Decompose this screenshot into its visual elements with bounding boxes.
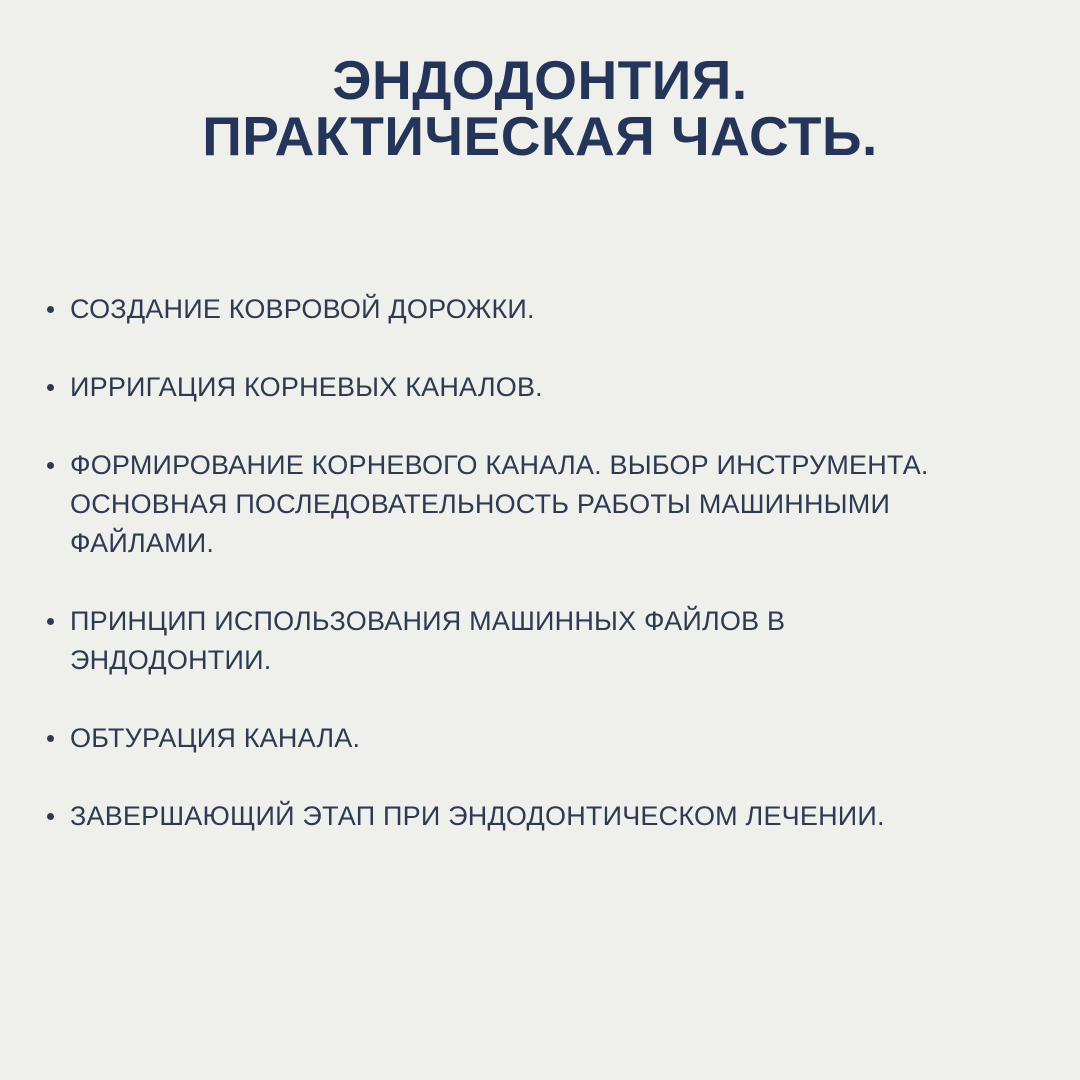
list-item [46, 368, 1046, 407]
list-item-line: СОЗДАНИЕ КОВРОВОЙ ДОРОЖКИ. [70, 294, 535, 324]
list-item-line: ЗАВЕРШАЮЩИЙ ЭТАП ПРИ ЭНДОДОНТИЧЕСКОМ ЛЕЧЕНИИ. [70, 801, 885, 831]
list-item [46, 290, 1046, 329]
list-item-line: ЭНДОДОНТИИ. [70, 645, 272, 675]
list-item-line: ИРРИГАЦИЯ КОРНЕВЫХ КАНАЛОВ. [70, 372, 543, 402]
list-item [46, 797, 1046, 836]
list-item [46, 602, 1046, 680]
list-item-line: ФАЙЛАМИ. [70, 528, 215, 558]
bullet-icon [47, 813, 54, 820]
page-title [0, 49, 1080, 167]
title-line-1: ЭНДОДОНТИЯ. [332, 49, 748, 111]
list-item-text [70, 797, 1046, 836]
title-line-2: ПРАКТИЧЕСКАЯ ЧАСТЬ. [202, 105, 878, 167]
list-item-line: ПРИНЦИП ИСПОЛЬЗОВАНИЯ МАШИННЫХ ФАЙЛОВ В [70, 606, 786, 636]
list-item-text [70, 446, 1046, 563]
list-item-text [70, 290, 1046, 329]
list-item [46, 446, 1046, 563]
bullet-icon [47, 306, 54, 313]
list-item-text [70, 602, 1046, 680]
bullet-icon [47, 618, 54, 625]
topic-list [46, 290, 1046, 875]
list-item-text [70, 719, 1046, 758]
list-item-line: ОБТУРАЦИЯ КАНАЛА. [70, 723, 361, 753]
bullet-icon [47, 384, 54, 391]
bullet-icon [47, 735, 54, 742]
list-item-line: ФОРМИРОВАНИЕ КОРНЕВОГО КАНАЛА. ВЫБОР ИНСТРУМЕНТА. [70, 450, 929, 480]
list-item [46, 719, 1046, 758]
list-item-line: ОСНОВНАЯ ПОСЛЕДОВАТЕЛЬНОСТЬ РАБОТЫ МАШИННЫМИ [70, 489, 891, 519]
list-item-text [70, 368, 1046, 407]
bullet-icon [47, 462, 54, 469]
